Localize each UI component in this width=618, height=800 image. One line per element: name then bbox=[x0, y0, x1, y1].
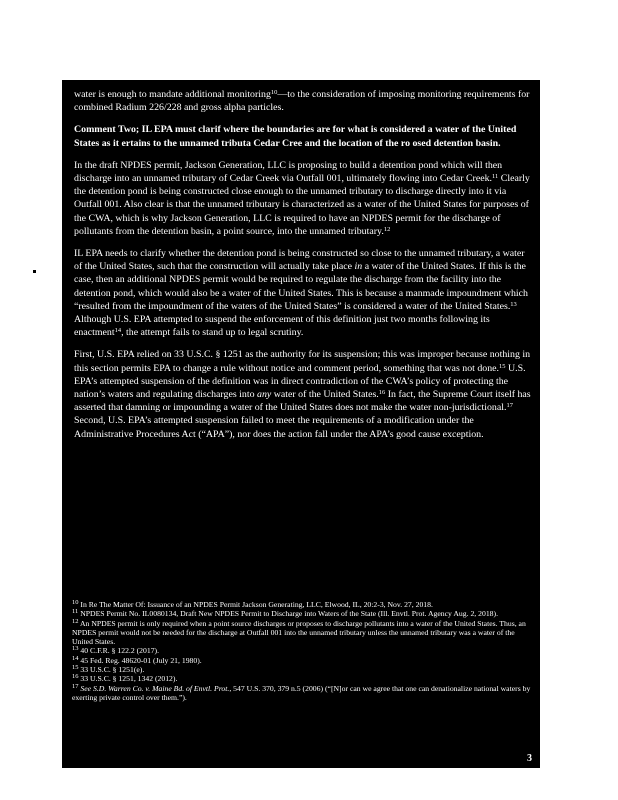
body-text bbox=[74, 88, 532, 450]
footnote-number: 16 bbox=[72, 673, 79, 681]
footnote-ref: 10 bbox=[270, 89, 278, 96]
footnote-text: , 547 U.S. 370, 379 n.5 (2006) (“[N]or can we agree that one can denationalize national waters by exerting private control over them.”). bbox=[72, 683, 531, 702]
text: U.S. EPA’s attempted suspension of the definition was in direct contradiction of the CWA’s policy of protecting the nation’s waters and regulating discharges into bbox=[74, 362, 526, 401]
footnote bbox=[72, 600, 534, 609]
footnote-ref: 17 bbox=[506, 402, 513, 410]
footnote-number: 15 bbox=[72, 664, 79, 672]
text: In the draft NPDES permit, Jackson Generation, LLC is proposing to build a detention pond which will then discharge into an unnamed tributary of Cedar Creek via Outfall 001, ultimately flowing into Cedar Creek. bbox=[74, 159, 503, 185]
footnote-text: 40 C.F.R. § 122.2 (2017). bbox=[78, 646, 160, 656]
text: , the attempt fails to stand up to legal scrutiny. bbox=[121, 327, 304, 339]
footnote-number: 14 bbox=[72, 654, 79, 662]
emphasis: in bbox=[354, 261, 363, 273]
document-page bbox=[62, 80, 540, 768]
footnote-text: 33 U.S.C. § 1251, 1342 (2012). bbox=[78, 674, 178, 684]
paragraph-continuation bbox=[74, 88, 532, 114]
footnote-text: 45 Fed. Reg. 48620-01 (July 21, 1980). bbox=[78, 655, 202, 665]
footnote-number: 11 bbox=[72, 608, 79, 616]
case-name: See S.D. Warren Co. v. Maine Bd. of Envtl. Prot. bbox=[78, 683, 230, 693]
footnote bbox=[72, 674, 534, 683]
text: water of the United States. bbox=[271, 389, 379, 401]
paragraph-detention-pond bbox=[74, 159, 532, 238]
page-number: 3 bbox=[527, 753, 532, 764]
footnote-ref: 16 bbox=[378, 389, 386, 397]
footnote-ref: 12 bbox=[383, 225, 391, 233]
footnote-number: 13 bbox=[72, 645, 79, 653]
footnote-ref: 14 bbox=[114, 327, 122, 335]
text: IL EPA needs to clarify whether the detention pond is being constructed so close to the unnamed tributary, a water of the United States, such that the construction will actually take place bbox=[74, 248, 525, 273]
comment-heading: Comment Two; IL EPA must clarif where the boundaries are for what is considered a water of the United States as it ertains to the unnamed tributa Cedar Cree and the location of the ro osed detention basin. bbox=[74, 124, 517, 149]
footnote bbox=[72, 665, 534, 674]
footnote bbox=[72, 646, 534, 655]
text: water is enough to mandate additional monitoring bbox=[74, 89, 271, 100]
text: Although U.S. EPA attempted to suspend the enforcement of this definition just two months following its enactment bbox=[74, 314, 490, 339]
footnote-text: In Re The Matter Of: Issuance of an NPDES Permit Jackson Generating, LLC, Elwood, IL, 20:2-3, Nov. 27, 2018. bbox=[78, 600, 433, 609]
text: Second, U.S. EPA’s attempted suspension failed to meet the requirements of a modification under the Administrative Procedures Act (“APA”), nor does the action fall under the APA’s good cause exception. bbox=[74, 415, 484, 440]
text: a water of the United States. If this is the case, then an additional NPDES permit would be required to regulate the discharge from the facility into the detention pond, which would also be a water of the United States. This is because a manmade impoundment which “resulted from the impoundment of the waters of the United States” is considered a water of the United States. bbox=[74, 261, 528, 312]
text: —to the consideration of imposing monitoring requirements for combined Radium 226/228 and gross alpha particles. bbox=[74, 89, 530, 114]
footnote-number: 17 bbox=[72, 682, 79, 690]
footnote-ref: 15 bbox=[499, 362, 506, 370]
text: First, U.S. EPA relied on 33 U.S.C. § 1251 as the authority for its suspension; this was improper because nothing in this section permits EPA to change a rule without notice and comment period, something that was not done. bbox=[74, 349, 531, 374]
footnote-number: 12 bbox=[72, 617, 79, 625]
footnote bbox=[72, 656, 534, 665]
footnote bbox=[72, 609, 534, 618]
footnote-text: 33 U.S.C. § 1251(e). bbox=[78, 665, 145, 675]
emphasis: any bbox=[257, 389, 272, 401]
footnote-ref: 13 bbox=[510, 300, 517, 308]
paragraph-clarify bbox=[74, 247, 532, 339]
footnote bbox=[72, 619, 534, 647]
footnotes bbox=[72, 600, 534, 702]
footnote-number: 10 bbox=[72, 599, 79, 606]
footnote bbox=[72, 684, 534, 703]
footnote-text: NPDES Permit No. IL0080134, Draft New NPDES Permit to Discharge into Waters of the State (Ill. Envtl. Prot. Agency Aug. 2, 2018). bbox=[78, 609, 498, 619]
footnote-text: An NPDES permit is only required when a point source discharges or proposes to discharge pollutants into a water of the United States. Thus, an NPDES permit would not be needed for the discharge at Outfall 001 into the unnamed tributary unless the unnamed tributary was a water of the United States. bbox=[72, 618, 526, 647]
margin-mark bbox=[33, 270, 36, 273]
footnote-ref: 11 bbox=[492, 173, 499, 181]
paragraph-suspension bbox=[74, 348, 532, 440]
text: In fact, the Supreme Court itself has asserted that damning or impounding a water of the United States does not make the water non-jurisdictional. bbox=[74, 389, 531, 414]
text: Clearly the detention pond is being constructed close enough to the unnamed tributary to discharge directly into it via Outfall 001. Also clear is that the unnamed tributary is characterized as a water of the United States for purposes of the CWA, which is why Jackson Generation, LLC is required to have an NPDES permit for the discharge of pollutants from the detention basin, a point source, into the unnamed tributary. bbox=[74, 173, 530, 237]
